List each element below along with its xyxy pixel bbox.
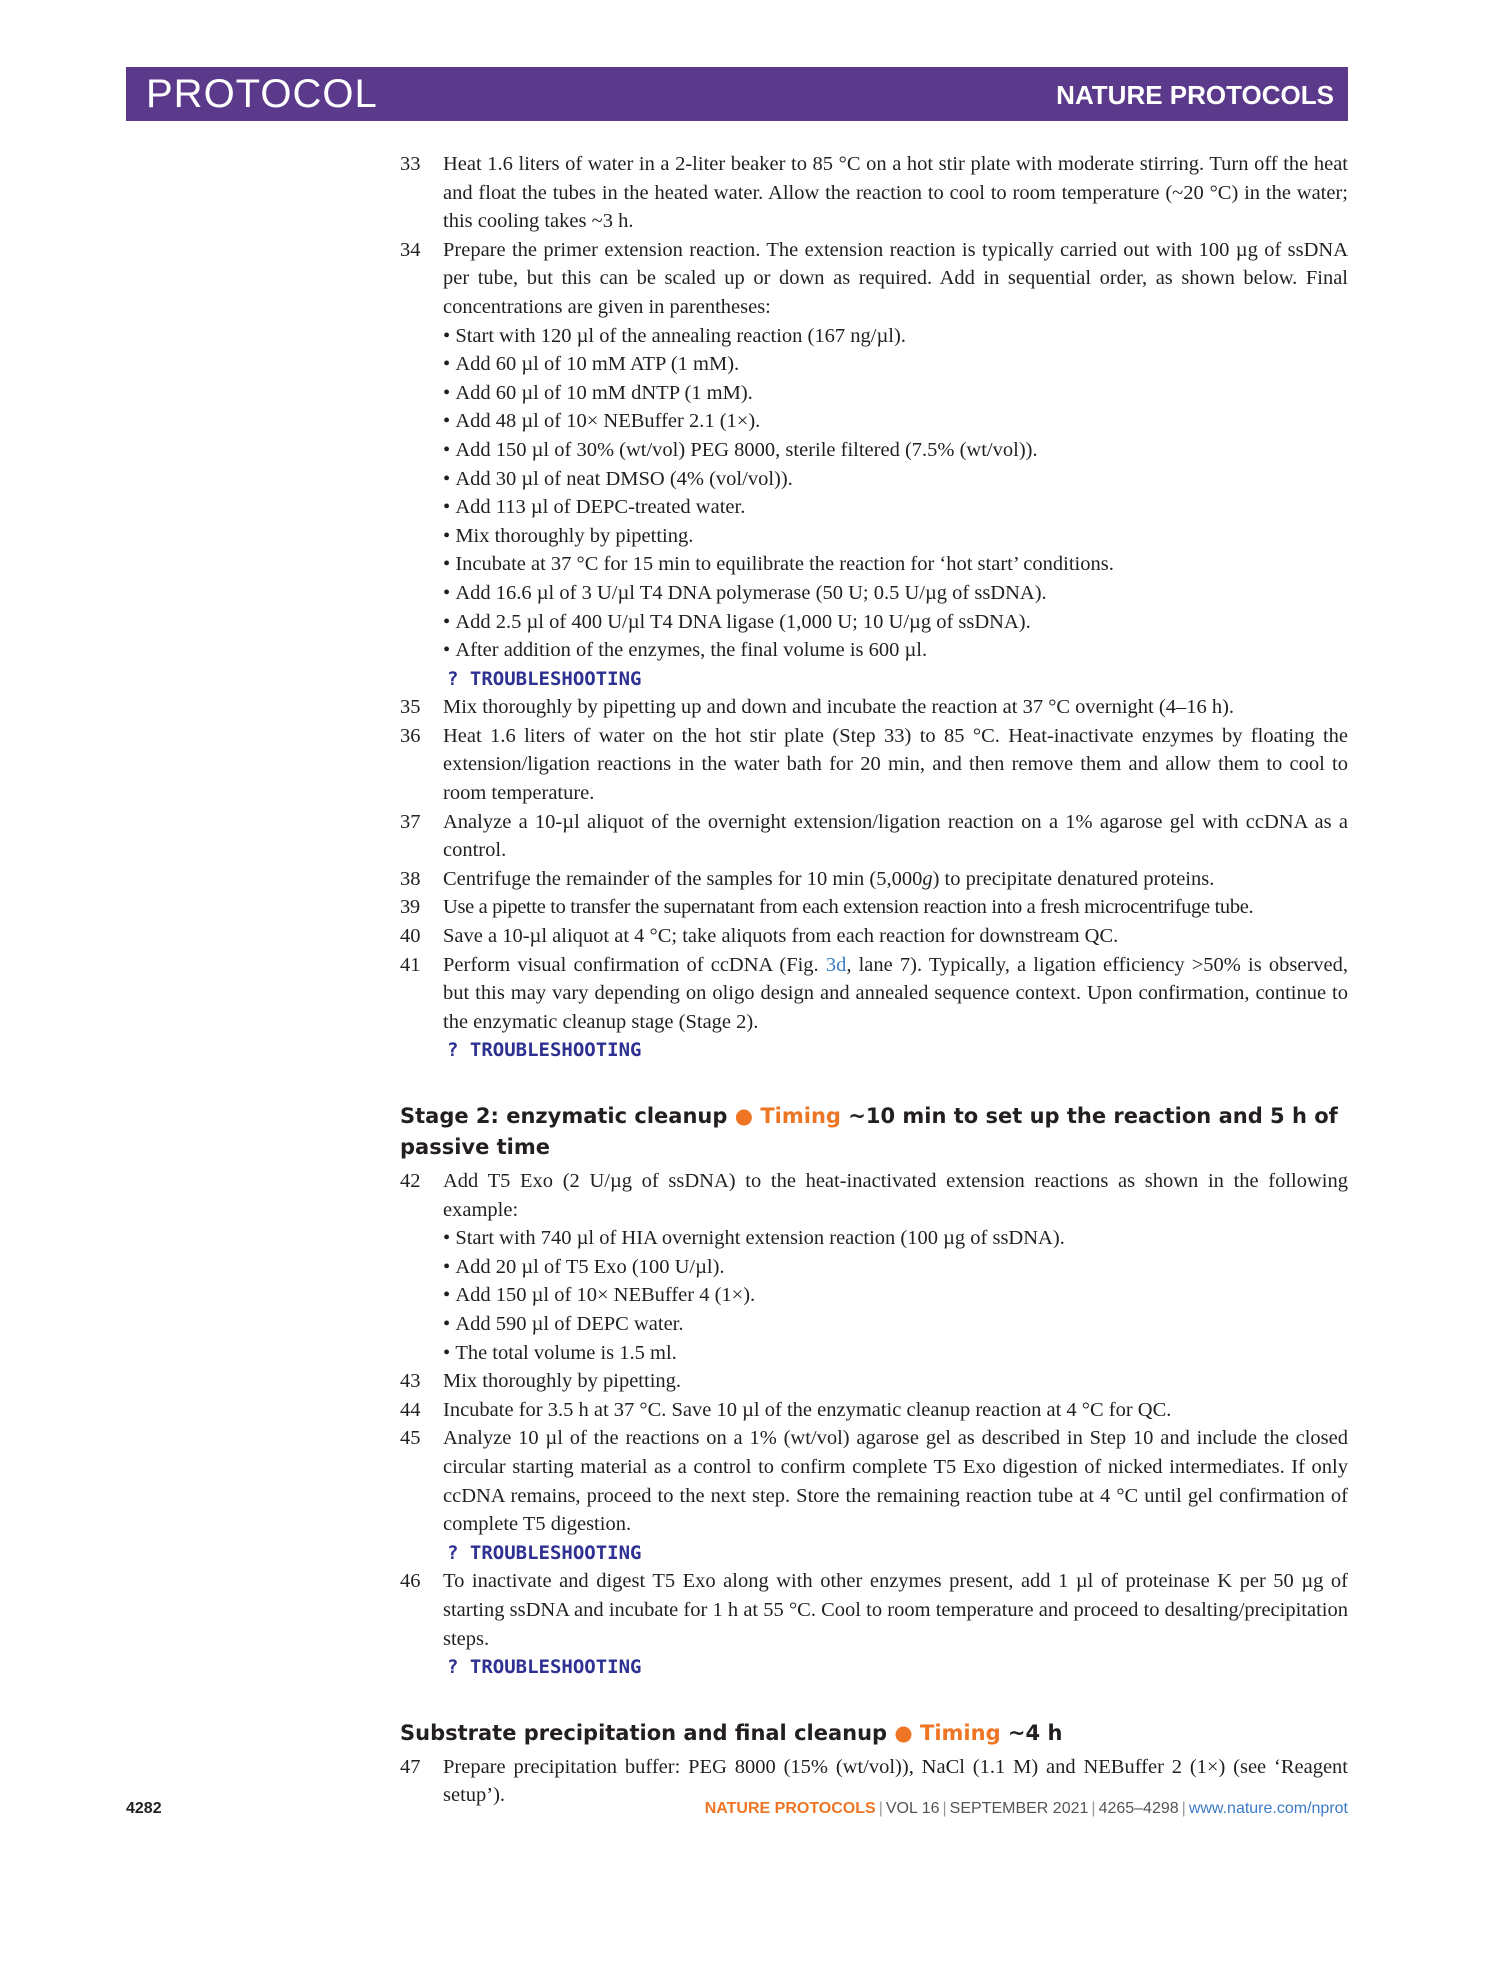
troubleshooting-link[interactable]: ? TROUBLESHOOTING: [447, 1039, 642, 1062]
step-text: Analyze 10 µl of the reactions on a 1% (wt/vol) agarose gel as described in Step 10 and include the closed circular starting material as a control to confirm complete T5 Exo digestion of nicked intermediates. If only ccDNA remains, proceed to the next step. Store the remaining reaction tube at 4 °C until gel confirmation of complete T5 digestion.: [443, 1427, 1348, 1536]
step-36: [400, 722, 1348, 808]
header-journal-name: NATURE PROTOCOLS: [1056, 80, 1334, 110]
step-33: [400, 150, 1348, 236]
step-text: Mix thoroughly by pipetting.: [443, 1370, 682, 1393]
step-40: [400, 922, 1348, 951]
step-text-pre: Centrifuge the remainder of the samples for 10 min (5,000: [443, 867, 923, 890]
page-number: 4282: [126, 1800, 162, 1817]
timing-label: Timing: [920, 1720, 1001, 1745]
step-text-post: , lane 7). Typically, a ligation efficiency >50% is observed, but this may vary depending on oligo design and annealed sequence context. Upon confirmation, continue to the enzymatic cleanup stage (Stage 2).: [443, 953, 1348, 1033]
step-number: 35: [400, 696, 421, 719]
step-text: Prepare precipitation buffer: PEG 8000 (15% (wt/vol)), NaCl (1.1 M) and NEBuffer 2 (1×) (see ‘Reagent setup’).: [443, 1755, 1348, 1807]
step-text-pre: Perform visual confirmation of ccDNA (Fig.: [443, 953, 826, 976]
step-34: [400, 236, 1348, 322]
footer-date: SEPTEMBER 2021: [949, 1800, 1089, 1817]
timing-text: ~4 h: [1007, 1720, 1063, 1745]
timing-text: ~10 min to set up the reaction and 5 h of passive time: [400, 1104, 1338, 1159]
bullet-item: • Add 30 µl of neat DMSO (4% (vol/vol)).: [400, 465, 1348, 494]
step-text: Mix thoroughly by pipetting up and down and incubate the reaction at 37 °C overnight (4–16 h).: [443, 696, 1235, 719]
step-number: 39: [400, 896, 420, 919]
figure-link[interactable]: 3d: [825, 953, 847, 976]
bullet-item: • Add 20 µl of T5 Exo (100 U/µl).: [400, 1253, 1348, 1282]
step-text-italic: g: [922, 867, 933, 890]
footer-separator: |: [942, 1800, 947, 1817]
footer-separator: |: [878, 1800, 883, 1817]
bullet-item: • Incubate at 37 °C for 15 min to equilibrate the reaction for ‘hot start’ conditions.: [400, 550, 1348, 579]
step-44: [400, 1396, 1348, 1425]
page-header: [126, 67, 1348, 121]
stage-2-heading: [400, 1101, 1348, 1163]
step-number: 37: [400, 810, 421, 833]
step-42: [400, 1167, 1348, 1224]
step-text: Save a 10-µl aliquot at 4 °C; take aliquots from each reaction for downstream QC.: [443, 925, 1119, 948]
bullet-item: • Add 60 µl of 10 mM dNTP (1 mM).: [400, 379, 1348, 408]
bullet-item: • Start with 740 µl of HIA overnight extension reaction (100 µg of ssDNA).: [400, 1224, 1348, 1253]
step-45: [400, 1424, 1348, 1538]
step-text: Use a pipette to transfer the supernatant from each extension reaction into a fresh microcentrifuge tube.: [443, 896, 1254, 919]
footer-separator: |: [1181, 1800, 1186, 1817]
bullet-item: • The total volume is 1.5 ml.: [400, 1339, 1348, 1368]
step-number: 34: [400, 238, 421, 261]
step-number: 38: [400, 867, 421, 890]
step-35: [400, 693, 1348, 722]
footer-citation: [705, 1800, 1348, 1818]
bullet-item: • Add 16.6 µl of 3 U/µl T4 DNA polymerase (50 U; 0.5 U/µg of ssDNA).: [400, 579, 1348, 608]
troubleshooting-link[interactable]: ? TROUBLESHOOTING: [447, 1541, 642, 1564]
step-38: [400, 865, 1348, 894]
stage-3-heading: [400, 1718, 1348, 1749]
step-text: Heat 1.6 liters of water in a 2-liter beaker to 85 °C on a hot stir plate with moderate stirring. Turn off the heat and float the tubes in the heated water. Allow the reaction to cool to room temperature (~20 °C) in the water; this cooling takes ~3 h.: [443, 153, 1348, 233]
step-number: 45: [400, 1427, 421, 1450]
stage-title: Stage 2: enzymatic cleanup: [400, 1104, 728, 1128]
bullet-item: • After addition of the enzymes, the final volume is 600 µl.: [400, 636, 1348, 665]
step-text: Incubate for 3.5 h at 37 °C. Save 10 µl of the enzymatic cleanup reaction at 4 °C for QC.: [443, 1398, 1172, 1421]
bullet-item: • Add 48 µl of 10× NEBuffer 2.1 (1×).: [400, 407, 1348, 436]
step-number: 33: [400, 153, 421, 175]
step-37: [400, 808, 1348, 865]
bullet-item: • Add 60 µl of 10 mM ATP (1 mM).: [400, 350, 1348, 379]
step-number: 36: [400, 724, 421, 747]
article-body: [400, 150, 1348, 1810]
bullet-item: • Add 590 µl of DEPC water.: [400, 1310, 1348, 1339]
footer-url-link[interactable]: www.nature.com/nprot: [1188, 1800, 1348, 1817]
step-number: 47: [400, 1755, 421, 1778]
bullet-item: • Add 150 µl of 10× NEBuffer 4 (1×).: [400, 1281, 1348, 1310]
step-number: 44: [400, 1398, 421, 1421]
stage-title: Substrate precipitation and final cleanup: [400, 1720, 888, 1745]
step-number: 41: [400, 953, 421, 976]
bullet-item: • Start with 120 µl of the annealing reaction (167 ng/µl).: [400, 322, 1348, 351]
timing-dot-icon: ●: [734, 1104, 754, 1128]
timing-label: Timing: [760, 1104, 841, 1128]
footer-pages: 4265–4298: [1098, 1800, 1179, 1817]
step-number: 46: [400, 1570, 421, 1593]
step-number: 42: [400, 1170, 421, 1192]
step-number: 40: [400, 925, 421, 948]
footer-journal: NATURE PROTOCOLS: [704, 1800, 876, 1817]
step-43: [400, 1367, 1348, 1396]
step-text: To inactivate and digest T5 Exo along with other enzymes present, add 1 µl of proteinase K per 50 µg of starting ssDNA and incubate for 1 h at 55 °C. Cool to room temperature and proceed to desalting/precipitation steps.: [443, 1570, 1348, 1650]
timing-dot-icon: ●: [894, 1720, 913, 1745]
footer-volume: VOL 16: [885, 1800, 940, 1817]
bullet-item: • Add 2.5 µl of 400 U/µl T4 DNA ligase (1,000 U; 10 U/µg of ssDNA).: [400, 608, 1348, 637]
step-text-post: ) to precipitate denatured proteins.: [932, 867, 1215, 890]
footer-separator: |: [1091, 1800, 1096, 1817]
step-text: Heat 1.6 liters of water on the hot stir plate (Step 33) to 85 °C. Heat-inactivate enzymes by floating the extension/ligation reactions in the water bath for 20 min, and then remove them and allow them to cool to room temperature.: [443, 724, 1348, 805]
step-46: [400, 1567, 1348, 1653]
bullet-item: • Mix thoroughly by pipetting.: [400, 522, 1348, 551]
troubleshooting-link[interactable]: ? TROUBLESHOOTING: [447, 667, 642, 690]
troubleshooting-link[interactable]: ? TROUBLESHOOTING: [447, 1656, 642, 1679]
step-39: [400, 893, 1348, 922]
bullet-item: • Add 150 µl of 30% (wt/vol) PEG 8000, sterile filtered (7.5% (wt/vol)).: [400, 436, 1348, 465]
step-text: Analyze a 10-µl aliquot of the overnight extension/ligation reaction on a 1% agarose gel with ccDNA as a control.: [443, 810, 1348, 862]
step-text: Prepare the primer extension reaction. The extension reaction is typically carried out with 100 µg of ssDNA per tube, but this can be scaled up or down as required. Add in sequential order, as shown below. Final concentrations are given in parentheses:: [443, 238, 1348, 318]
header-section-label: PROTOCOL: [146, 72, 378, 116]
step-text: Add T5 Exo (2 U/µg of ssDNA) to the heat-inactivated extension reactions as shown in the following example:: [443, 1170, 1348, 1221]
step-41: [400, 951, 1348, 1037]
step-number: 43: [400, 1370, 421, 1393]
bullet-item: • Add 113 µl of DEPC-treated water.: [400, 493, 1348, 522]
